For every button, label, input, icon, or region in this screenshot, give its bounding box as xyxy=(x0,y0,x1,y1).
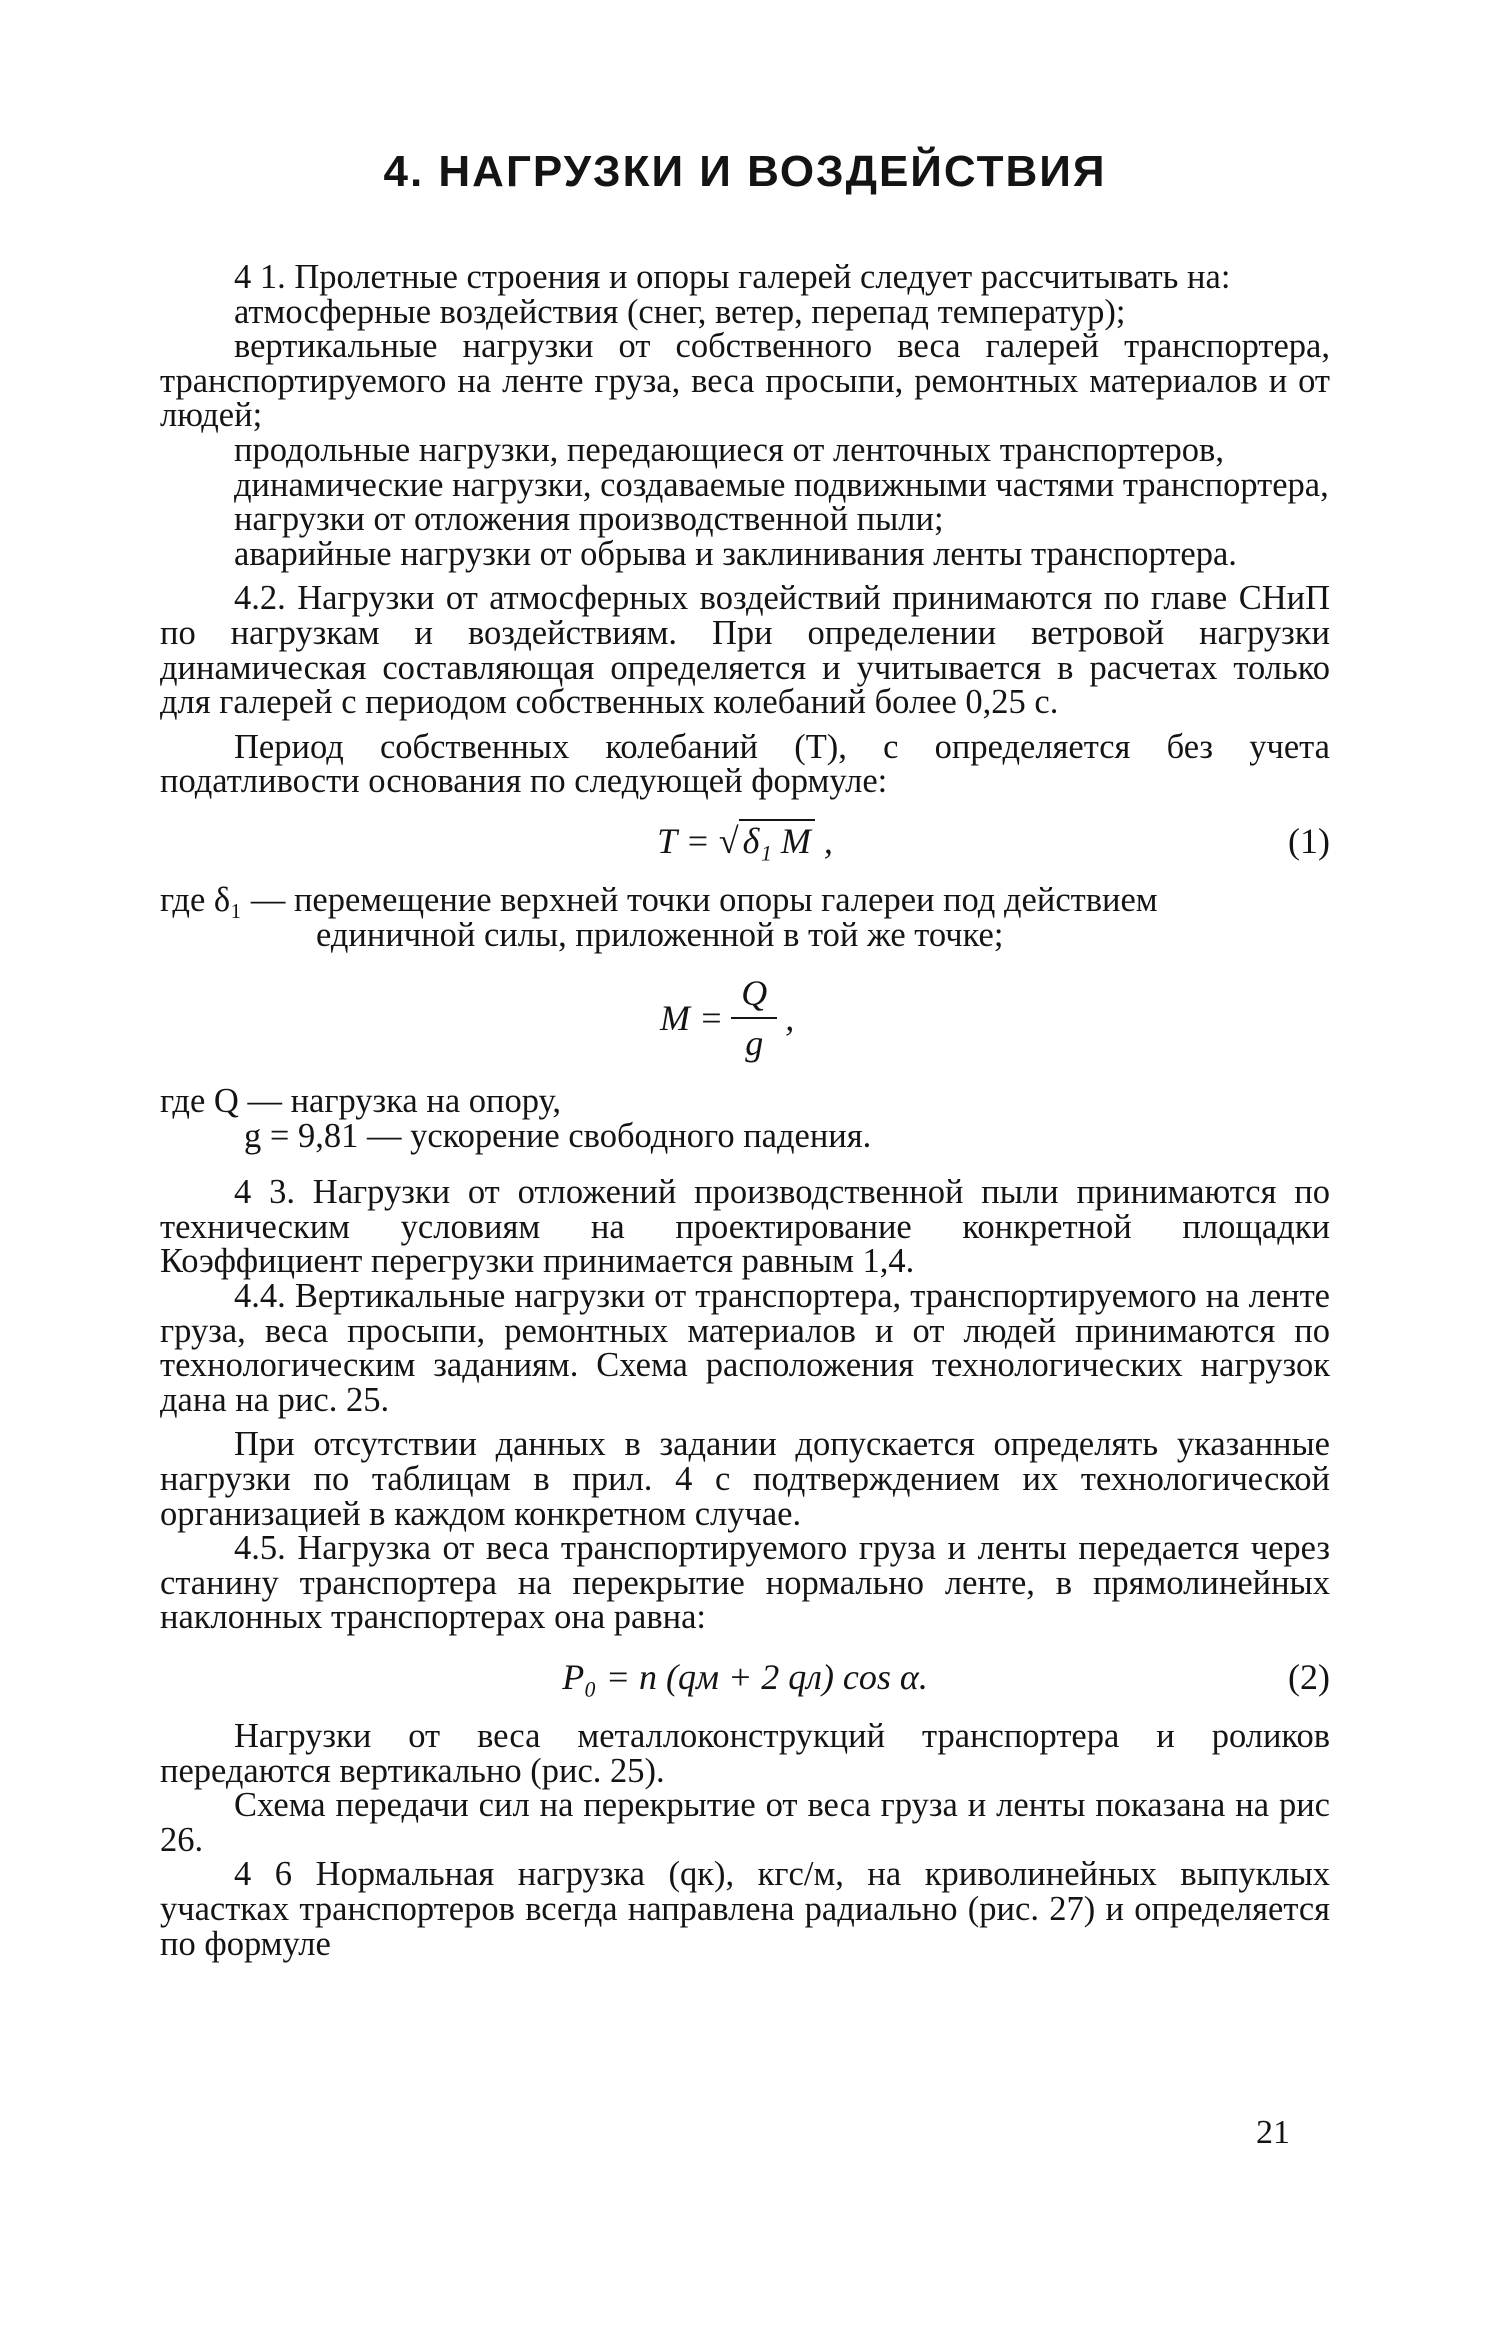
formula-mass-lhs: M = xyxy=(660,997,724,1038)
paragraph-4-2-period: Период собственных колебаний (T), с определяется без учета податливости основания по следующей формуле: xyxy=(160,727,1330,801)
where-delta-line-1: где δ₁ — перемещение верхней точки опоры галереи под действием xyxy=(160,880,1158,919)
page-number: 21 xyxy=(1256,2114,1290,2151)
fraction-numerator: Q xyxy=(741,973,768,1014)
where-g: g = 9,81 — ускорение свободного падения. xyxy=(244,1116,872,1155)
paragraph-4-5-c: Схема передачи сил на перекрытие от веса груза и ленты показана на рис 26. xyxy=(160,1786,1330,1859)
formula-2-body: P₀ = n (qм + 2 qл) cos α. xyxy=(562,1657,928,1697)
list-item-vertical-loads: вертикальные нагрузки от собственного веса галерей транспортера, транспортируемого на ленте груза, веса просыпи, ремонтных материалов и от людей; xyxy=(160,327,1330,435)
paragraph-4-2: 4.2. Нагрузки от атмосферных воздействий принимаются по главе СНиП по нагрузкам и воздействиям. При определении ветровой нагрузки динамическая составляющая определяется и учитывается в расчетах только для галерей с периодом собственных колебаний более 0,25 с. xyxy=(160,579,1330,722)
paragraph-4-3: 4 3. Нагрузки от отложений производственной пыли принимаются по техническим условиям на проектирование конкретной площадки Коэффициент перегрузки принимается равным 1,4. xyxy=(160,1173,1330,1281)
formula-1-tail: , xyxy=(823,820,833,861)
list-item-dynamic-loads: динамические нагрузки, создаваемые подвижными частями транспортера, xyxy=(234,465,1329,504)
paragraph-4-4-b: При отсутствии данных в задании допускается определять указанные нагрузки по таблицам в прил. 4 с подтверждением их технологической организацией в каждом конкретном случае. xyxy=(160,1425,1330,1533)
formula-mass-tail: , xyxy=(785,997,795,1038)
paragraph-4-1-intro: 4 1. Пролетные строения и опоры галерей следует рассчитывать на: xyxy=(234,258,1231,296)
list-item-longitudinal-loads: продольные нагрузки, передающиеся от ленточных транспортеров, xyxy=(234,430,1224,469)
paragraph-4-6: 4 6 Нормальная нагрузка (qк), кгс/м, на криволинейных выпуклых участках транспортеров всегда направлена радиально (рис. 27) и определяется по формуле xyxy=(160,1855,1330,1963)
formula-1 xyxy=(160,817,1330,865)
where-delta-line-2: единичной силы, приложенной в той же точке; xyxy=(316,915,1004,954)
list-item-dust-loads: нагрузки от отложения производственной пыли; xyxy=(234,500,944,539)
formula-2-number: (2) xyxy=(1288,1657,1330,1697)
where-Q: где Q — нагрузка на опору, xyxy=(160,1082,561,1121)
formula-mass xyxy=(160,966,1330,1070)
fraction-stack xyxy=(731,971,777,1065)
formula-mass-fraction xyxy=(660,966,794,1070)
formula-1-radicand: δ₁ M xyxy=(739,819,815,861)
list-item-emergency-loads: аварийные нагрузки от обрыва и заклинивания ленты транспортера. xyxy=(234,534,1237,573)
fraction-bar xyxy=(731,1017,777,1019)
page-content xyxy=(160,130,1330,1961)
fraction-denominator: g xyxy=(745,1023,764,1064)
formula-2 xyxy=(160,1653,1330,1701)
section-heading: 4. НАГРУЗКИ И ВОЗДЕЙСТВИЯ xyxy=(383,147,1107,196)
formula-1-lhs: T = √ xyxy=(657,820,739,861)
paragraph-4-5: 4.5. Нагрузка от веса транспортируемого груза и ленты передается через станину транспортера на перекрытие нормально ленте, в прямолинейных наклонных транспортерах она равна: xyxy=(160,1529,1330,1637)
formula-1-number: (1) xyxy=(1288,820,1330,861)
list-item-atmospheric: атмосферные воздействия (снег, ветер, перепад температур); xyxy=(234,292,1126,331)
paragraph-4-5-b: Нагрузки от веса металлоконструкций транспортера и роликов передаются вертикально (рис. 25). xyxy=(160,1717,1330,1790)
paragraph-4-4: 4.4. Вертикальные нагрузки от транспортера, транспортируемого на ленте груза, веса просыпи, ремонтных материалов и от людей принимаются по технологическим заданиям. Схема расположения технологических нагрузок дана на рис. 25. xyxy=(160,1277,1330,1419)
